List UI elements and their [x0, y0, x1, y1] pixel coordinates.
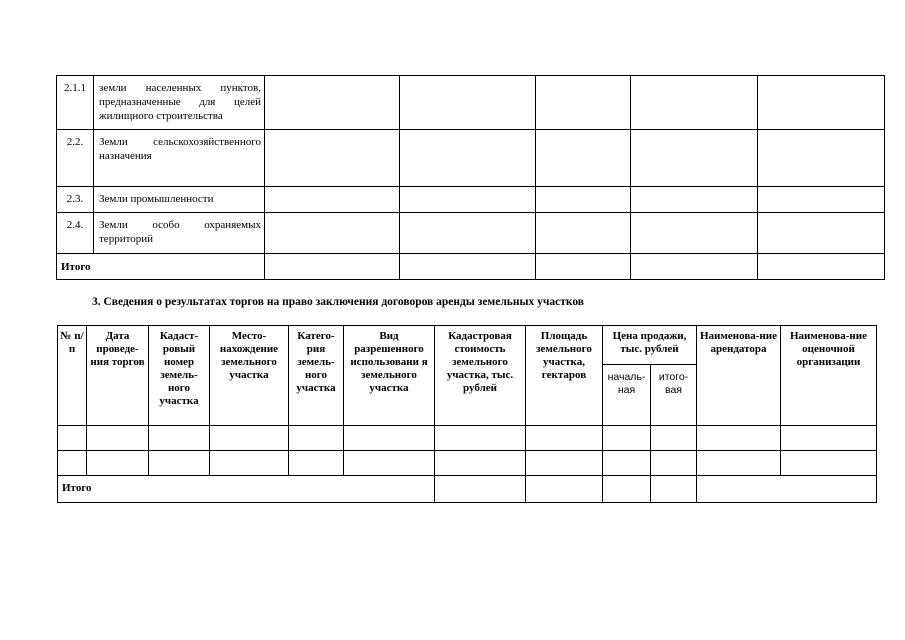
table-cell[interactable] [265, 213, 400, 254]
table-cell[interactable] [87, 451, 149, 476]
land-category-name: Земли промышленности [94, 187, 265, 213]
table-cell[interactable] [210, 426, 289, 451]
table-cell[interactable] [526, 451, 603, 476]
table-cell[interactable] [265, 76, 400, 130]
table-cell[interactable] [697, 451, 781, 476]
table-cell[interactable] [697, 476, 877, 503]
table-row [57, 130, 885, 187]
table-cell[interactable] [58, 451, 87, 476]
table-cell[interactable] [58, 426, 87, 451]
table-cell[interactable] [536, 130, 631, 187]
table-cell[interactable] [344, 426, 435, 451]
table-cell[interactable] [781, 451, 877, 476]
table-cell[interactable] [631, 254, 758, 280]
table-row [58, 426, 877, 451]
row-number: 2.1.1 [57, 76, 94, 130]
table-cell[interactable] [265, 254, 400, 280]
table-cell[interactable] [758, 254, 885, 280]
table-cell[interactable] [526, 426, 603, 451]
table-cell[interactable] [758, 187, 885, 213]
table-row [57, 213, 885, 254]
header-num: № п/п [58, 326, 87, 426]
table-cell[interactable] [400, 254, 536, 280]
table-row [57, 76, 885, 130]
header-lessee-name: Наименова-ние арендатора [697, 326, 781, 426]
table-cell[interactable] [631, 213, 758, 254]
table-row [57, 187, 885, 213]
table-cell[interactable] [87, 426, 149, 451]
total-label: Итого [58, 476, 435, 503]
land-category-name: земли населенных пунктов, предназначенные для целей жилищного строительства [94, 76, 265, 130]
table-cell[interactable] [289, 426, 344, 451]
table-cell[interactable] [651, 476, 697, 503]
row-number: 2.3. [57, 187, 94, 213]
land-category-name: Земли особо охраняемых территорий [94, 213, 265, 254]
header-location: Место-нахождение земельного участка [210, 326, 289, 426]
table-cell[interactable] [435, 451, 526, 476]
table-cell[interactable] [603, 426, 651, 451]
lease-auction-results-table [57, 325, 877, 503]
table-cell[interactable] [631, 130, 758, 187]
table-cell[interactable] [631, 187, 758, 213]
table-cell[interactable] [289, 451, 344, 476]
total-row [58, 476, 877, 503]
table-cell[interactable] [603, 451, 651, 476]
table-cell[interactable] [651, 451, 697, 476]
table-cell[interactable] [781, 426, 877, 451]
table-cell[interactable] [758, 76, 885, 130]
row-number: 2.2. [57, 130, 94, 187]
table-cell[interactable] [149, 451, 210, 476]
table-cell[interactable] [651, 426, 697, 451]
table-cell[interactable] [265, 130, 400, 187]
table-cell[interactable] [697, 426, 781, 451]
header-sale-price-final: итого-вая [651, 365, 697, 426]
table-cell[interactable] [536, 254, 631, 280]
header-appraiser-name: Наименова-ние оценочной организации [781, 326, 877, 426]
table-cell[interactable] [265, 187, 400, 213]
row-number: 2.4. [57, 213, 94, 254]
section-heading: 3. Сведения о результатах торгов на право заключения договоров аренды земельных участков [92, 296, 585, 308]
land-categories-table [56, 75, 885, 280]
table-cell[interactable] [400, 76, 536, 130]
header-cadastral-number: Кадаст-ровый номер земель-ного участка [149, 326, 210, 426]
table-cell[interactable] [536, 213, 631, 254]
table-cell[interactable] [435, 476, 526, 503]
table-cell[interactable] [149, 426, 210, 451]
table-cell[interactable] [210, 451, 289, 476]
header-cadastral-value: Кадастровая стоимость земельного участка, тыс. рублей [435, 326, 526, 426]
header-category: Катего-рия земель-ного участка [289, 326, 344, 426]
table-cell[interactable] [400, 187, 536, 213]
header-row [58, 326, 877, 365]
table-row [58, 451, 877, 476]
table-cell[interactable] [435, 426, 526, 451]
table-cell[interactable] [758, 213, 885, 254]
total-label: Итого [57, 254, 265, 280]
header-sale-price: Цена продажи, тыс. рублей [603, 326, 697, 365]
header-permitted-use: Вид разрешенного использовани я земельного участка [344, 326, 435, 426]
table-cell[interactable] [344, 451, 435, 476]
header-sale-price-initial: началь-ная [603, 365, 651, 426]
table-cell[interactable] [631, 76, 758, 130]
table-cell[interactable] [603, 476, 651, 503]
table-cell[interactable] [526, 476, 603, 503]
table-cell[interactable] [536, 76, 631, 130]
header-area: Площадь земельного участка, гектаров [526, 326, 603, 426]
table-cell[interactable] [758, 130, 885, 187]
table-cell[interactable] [400, 130, 536, 187]
land-category-name: Земли сельскохозяйственного назначения [94, 130, 265, 187]
table-cell[interactable] [400, 213, 536, 254]
table-cell[interactable] [536, 187, 631, 213]
total-row [57, 254, 885, 280]
header-date: Дата проведе-ния торгов [87, 326, 149, 426]
